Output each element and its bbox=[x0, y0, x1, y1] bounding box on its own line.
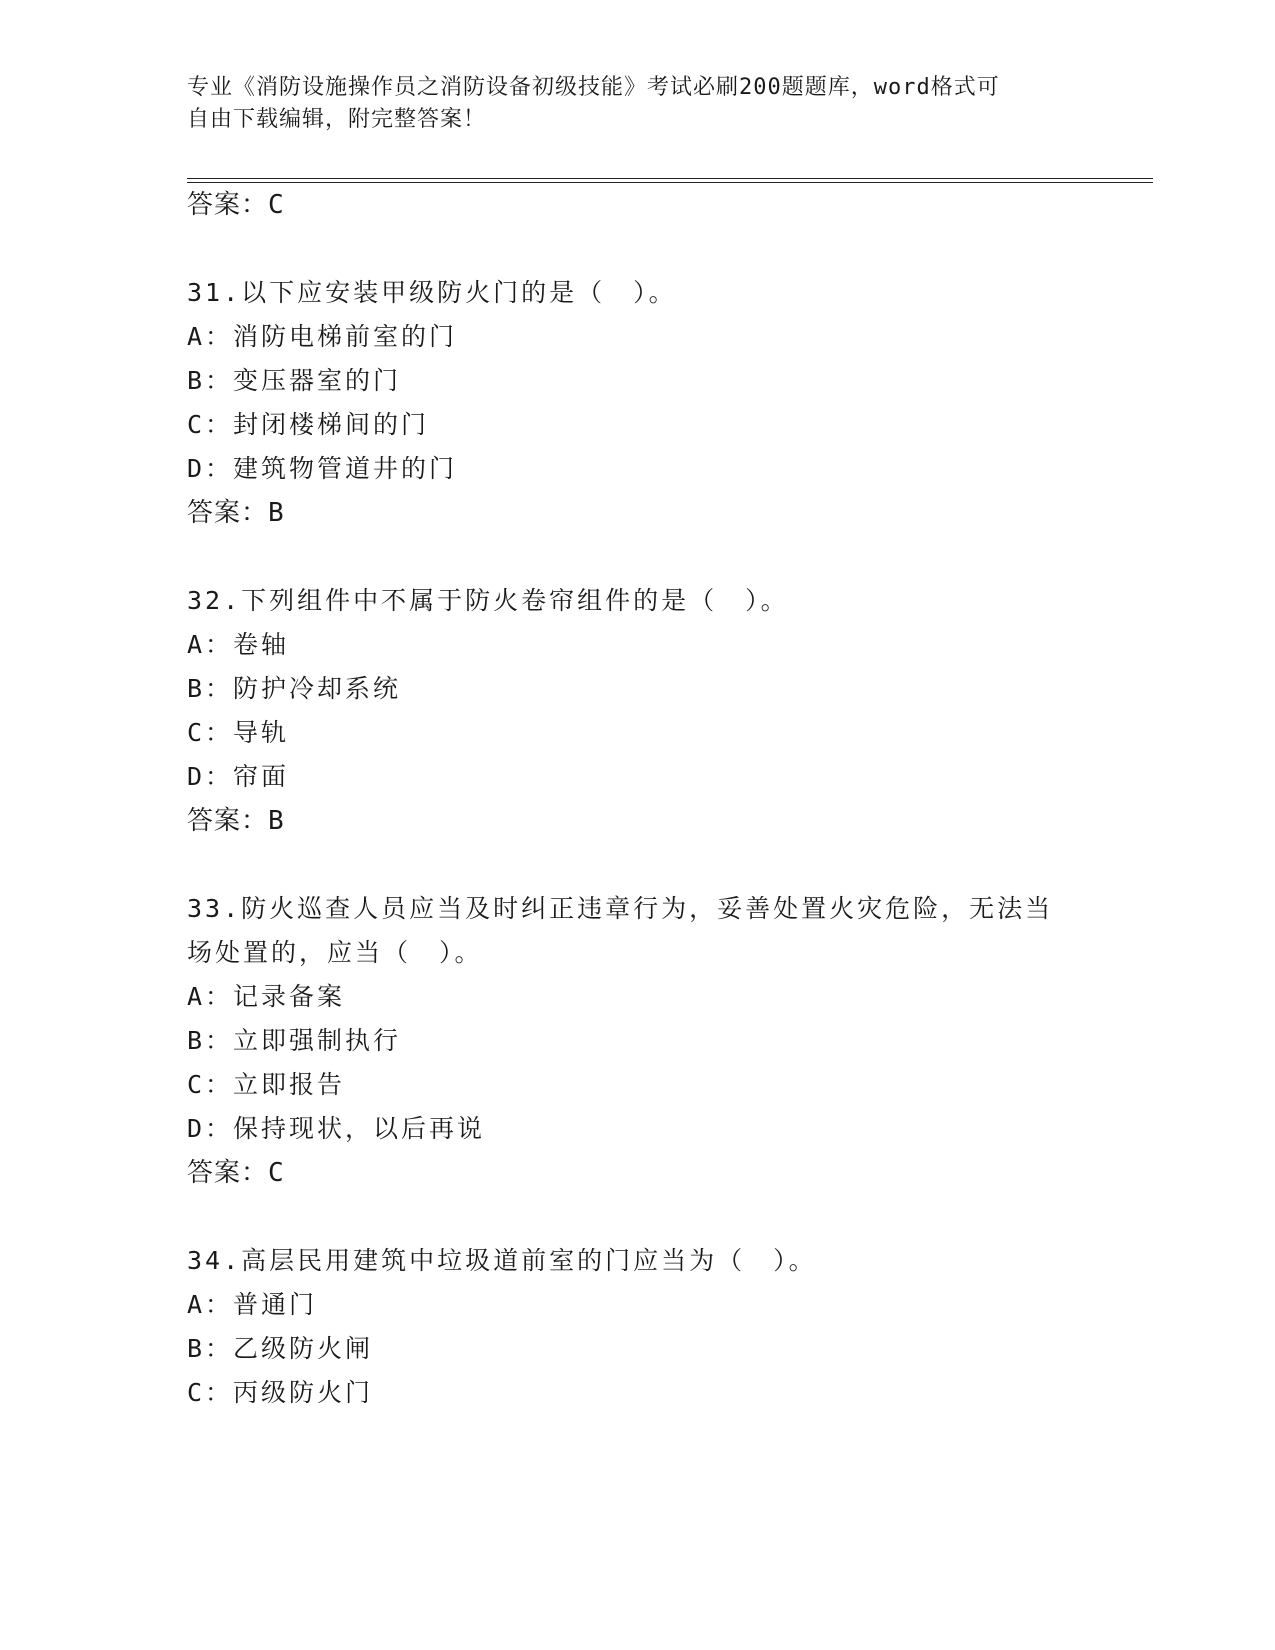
question-stem-continued: 场处置的，应当（ ）。 bbox=[187, 938, 483, 967]
document-header bbox=[187, 72, 1067, 136]
option-a: A：消防电梯前室的门 bbox=[187, 322, 458, 351]
option-d: D：保持现状，以后再说 bbox=[187, 1114, 486, 1143]
question-stem: 34.高层民用建筑中垃圾道前室的门应当为（ ）。 bbox=[187, 1246, 817, 1275]
option-b: B：乙级防火闸 bbox=[187, 1334, 374, 1363]
answer-line: 答案：B bbox=[187, 806, 285, 836]
answer-line: 答案：C bbox=[187, 1158, 285, 1188]
option-d: D：建筑物管道井的门 bbox=[187, 454, 458, 483]
header-line-2: 自由下载编辑，附完整答案！ bbox=[187, 107, 487, 132]
question-stem: 33.防火巡查人员应当及时纠正违章行为，妥善处置火灾危险，无法当 bbox=[187, 894, 1054, 923]
option-b: B：变压器室的门 bbox=[187, 366, 402, 395]
option-b: B：防护冷却系统 bbox=[187, 674, 402, 703]
option-c: C：导轨 bbox=[187, 718, 290, 747]
header-line-1: 专业《消防设施操作员之消防设备初级技能》考试必刷200题题库，word格式可 bbox=[187, 75, 1000, 100]
option-c: C：立即报告 bbox=[187, 1070, 346, 1099]
question-stem: 31.以下应安装甲级防火门的是（ ）。 bbox=[187, 278, 677, 307]
option-a: A：普通门 bbox=[187, 1290, 318, 1319]
option-c: C：封闭楼梯间的门 bbox=[187, 410, 430, 439]
option-c: C：丙级防火门 bbox=[187, 1378, 374, 1407]
header-divider-top bbox=[187, 178, 1153, 179]
option-a: A：卷轴 bbox=[187, 630, 290, 659]
option-a: A：记录备案 bbox=[187, 982, 346, 1011]
answer-line: 答案：B bbox=[187, 498, 285, 528]
answer-line: 答案：C bbox=[187, 190, 285, 220]
question-stem: 32.下列组件中不属于防火卷帘组件的是（ ）。 bbox=[187, 586, 789, 615]
option-b: B：立即强制执行 bbox=[187, 1026, 402, 1055]
option-d: D：帘面 bbox=[187, 762, 290, 791]
header-divider-bottom bbox=[187, 182, 1153, 183]
